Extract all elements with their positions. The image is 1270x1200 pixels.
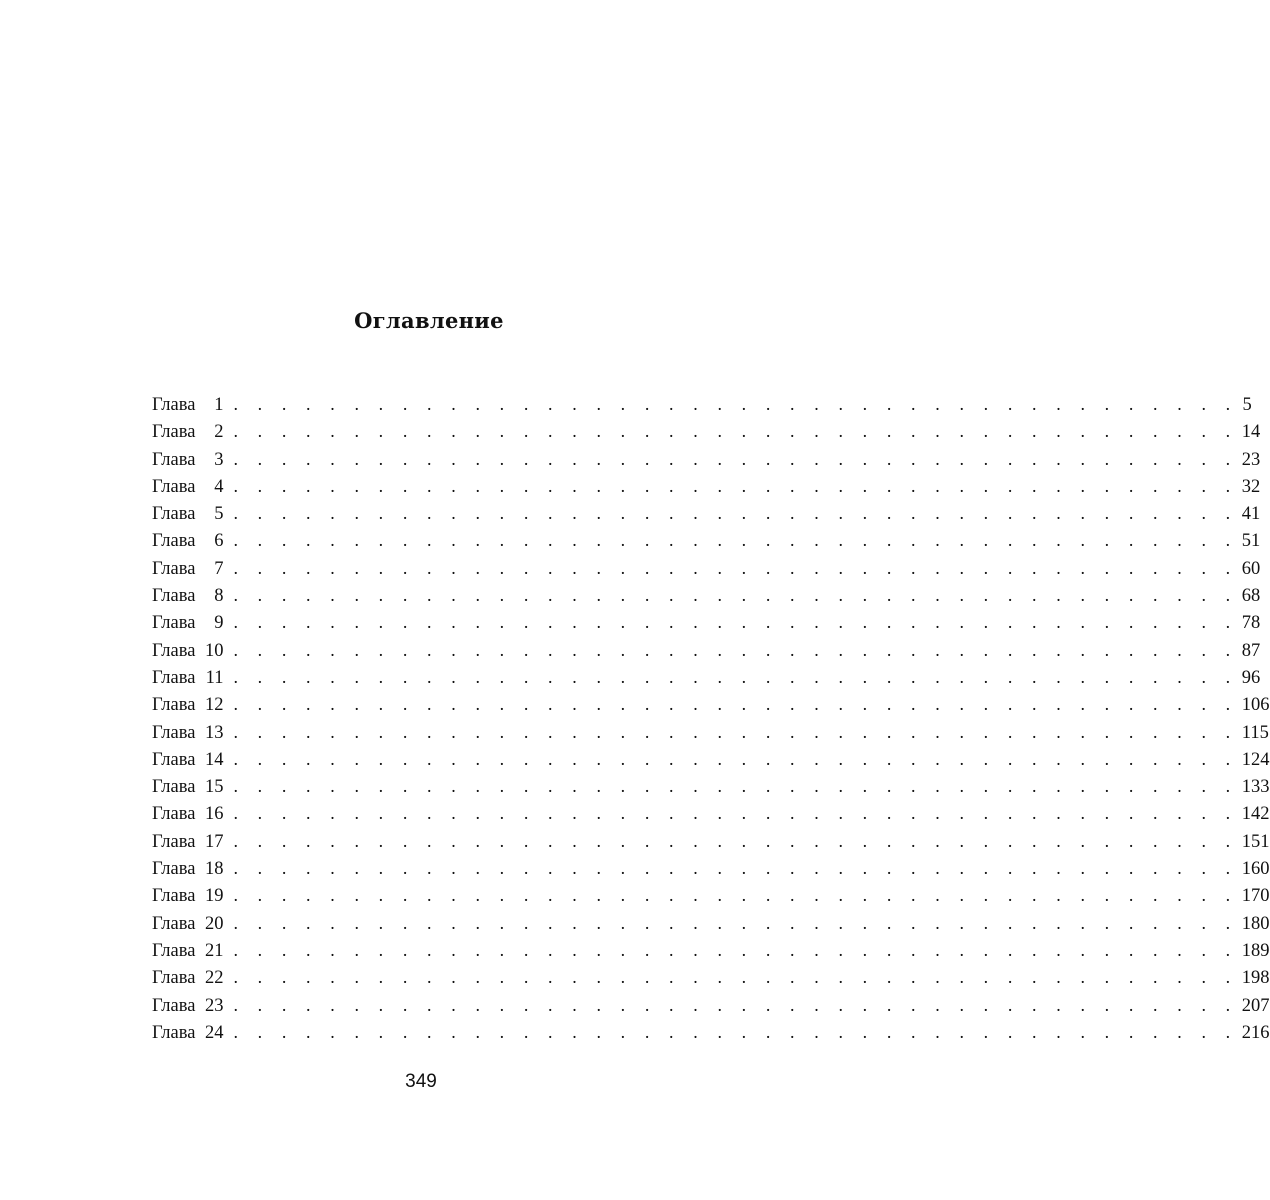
- dot-leader: . . . . . . . . . . . . . . . . . . . . . . . . . . . . . . . . . . . . . . . . . .: [233, 858, 1238, 879]
- chapter-word: Глава: [152, 449, 196, 470]
- chapter-word: Глава: [152, 940, 196, 961]
- chapter-number: 15: [204, 777, 224, 798]
- toc-entry-chapter-15[interactable]: [152, 773, 1270, 800]
- toc-entry-label: [152, 993, 223, 1020]
- toc-page-number: 189: [1241, 940, 1270, 961]
- chapter-number: 4: [214, 476, 224, 497]
- dot-leader: . . . . . . . . . . . . . . . . . . . . . . . . . . . . . . . . . . . . . . . . . .: [233, 585, 1238, 606]
- toc-entry-chapter-19[interactable]: [152, 882, 1270, 909]
- dot-leader: . . . . . . . . . . . . . . . . . . . . . . . . . . . . . . . . . . . . . . . . . .: [233, 776, 1238, 797]
- toc-page-number: 124: [1241, 749, 1270, 770]
- toc-page-number: 180: [1241, 913, 1270, 934]
- toc-entry-chapter-2[interactable]: [152, 418, 1261, 445]
- toc-entry-chapter-5[interactable]: [152, 500, 1261, 527]
- toc-page-number: 207: [1241, 995, 1270, 1016]
- chapter-word: Глава: [152, 558, 196, 579]
- toc-entry-chapter-21[interactable]: [152, 937, 1270, 964]
- chapter-word: Глава: [152, 1022, 196, 1043]
- toc-entry-chapter-14[interactable]: [152, 746, 1270, 773]
- toc-entry-label: [152, 583, 223, 610]
- chapter-word: Глава: [152, 804, 196, 825]
- toc-entry-label: [152, 692, 223, 719]
- chapter-word: Глава: [152, 476, 196, 497]
- chapter-number: 1: [214, 395, 224, 415]
- dot-leader: . . . . . . . . . . . . . . . . . . . . . . . . . . . . . . . . . . . . . . . . . .: [233, 394, 1238, 414]
- toc-page-number: 142: [1241, 804, 1270, 825]
- dot-leader: . . . . . . . . . . . . . . . . . . . . . . . . . . . . . . . . . . . . . . . . . .: [233, 530, 1238, 551]
- chapter-number: 2: [214, 422, 224, 443]
- toc-page-number: 23: [1241, 449, 1261, 470]
- toc-entry-label: [152, 392, 223, 419]
- toc-entry-label: [152, 801, 223, 828]
- dot-leader: . . . . . . . . . . . . . . . . . . . . . . . . . . . . . . . . . . . . . . . . . .: [233, 503, 1238, 524]
- chapter-number: 3: [214, 449, 224, 470]
- chapter-word: Глава: [152, 749, 196, 770]
- chapter-number: 8: [214, 586, 224, 607]
- dot-leader: . . . . . . . . . . . . . . . . . . . . . . . . . . . . . . . . . . . . . . . . . .: [233, 994, 1238, 1015]
- dot-leader: . . . . . . . . . . . . . . . . . . . . . . . . . . . . . . . . . . . . . . . . . .: [233, 639, 1238, 660]
- toc-entry-label: [152, 965, 223, 992]
- chapter-word: Глава: [152, 695, 196, 716]
- toc-entry-label: [152, 883, 223, 910]
- toc-page-number: 14: [1241, 422, 1261, 443]
- chapter-word: Глава: [152, 613, 196, 634]
- toc-entry-chapter-1[interactable]: [152, 391, 1252, 418]
- chapter-word: Глава: [152, 586, 196, 607]
- toc-page-number: 78: [1241, 613, 1261, 634]
- dot-leader: . . . . . . . . . . . . . . . . . . . . . . . . . . . . . . . . . . . . . . . . . .: [233, 748, 1238, 769]
- toc-page-number: 5: [1242, 395, 1252, 415]
- chapter-number: 23: [204, 995, 224, 1016]
- chapter-word: Глава: [152, 640, 196, 661]
- toc-page-number: 216: [1241, 1022, 1270, 1043]
- toc-entry-chapter-12[interactable]: [152, 691, 1270, 718]
- toc-entry-chapter-4[interactable]: [152, 473, 1261, 500]
- chapter-number: 22: [204, 968, 224, 989]
- dot-leader: . . . . . . . . . . . . . . . . . . . . . . . . . . . . . . . . . . . . . . . . . .: [233, 939, 1238, 960]
- toc-entry-chapter-17[interactable]: [152, 828, 1270, 855]
- toc-entry-chapter-18[interactable]: [152, 855, 1270, 882]
- toc-page-number: 106: [1241, 695, 1270, 716]
- toc-page-number: 133: [1241, 777, 1270, 798]
- dot-leader: . . . . . . . . . . . . . . . . . . . . . . . . . . . . . . . . . . . . . . . . . .: [233, 1021, 1238, 1042]
- toc-entry-label: [152, 774, 223, 801]
- chapter-word: Глава: [152, 422, 196, 443]
- toc-page-number: 51: [1241, 531, 1261, 552]
- dot-leader: . . . . . . . . . . . . . . . . . . . . . . . . . . . . . . . . . . . . . . . . . .: [233, 912, 1238, 933]
- page-title: Оглавление: [354, 308, 504, 333]
- chapter-word: Глава: [152, 504, 196, 525]
- chapter-number: 14: [204, 749, 224, 770]
- toc-entry-chapter-13[interactable]: [152, 719, 1269, 746]
- toc-page-number: 115: [1241, 722, 1269, 743]
- chapter-number: 17: [204, 831, 224, 852]
- toc-entry-chapter-10[interactable]: [152, 637, 1261, 664]
- chapter-number: 24: [204, 1022, 224, 1043]
- dot-leader: . . . . . . . . . . . . . . . . . . . . . . . . . . . . . . . . . . . . . . . . . .: [233, 885, 1238, 906]
- dot-leader: . . . . . . . . . . . . . . . . . . . . . . . . . . . . . . . . . . . . . . . . . .: [233, 803, 1238, 824]
- dot-leader: . . . . . . . . . . . . . . . . . . . . . . . . . . . . . . . . . . . . . . . . . .: [233, 967, 1238, 988]
- toc-page-number: 198: [1241, 968, 1270, 989]
- toc-entry-label: [152, 747, 223, 774]
- chapter-word: Глава: [152, 722, 196, 743]
- dot-leader: . . . . . . . . . . . . . . . . . . . . . . . . . . . . . . . . . . . . . . . . . .: [233, 475, 1238, 496]
- toc-entry-chapter-22[interactable]: [152, 964, 1270, 991]
- toc-page-number: 160: [1241, 859, 1270, 880]
- toc-page-number: 96: [1241, 667, 1261, 688]
- toc-entry-chapter-11[interactable]: [152, 664, 1261, 691]
- toc-entry-chapter-3[interactable]: [152, 446, 1261, 473]
- toc-entry-chapter-7[interactable]: [152, 555, 1261, 582]
- chapter-number: 9: [214, 613, 224, 634]
- toc-entry-chapter-16[interactable]: [152, 800, 1270, 827]
- toc-entry-label: [152, 501, 223, 528]
- table-of-contents: [152, 391, 1270, 1046]
- toc-page-number: 87: [1241, 640, 1261, 661]
- toc-entry-label: [152, 638, 223, 665]
- toc-entry-label: [152, 419, 223, 446]
- chapter-word: Глава: [152, 531, 196, 552]
- chapter-number: 11: [205, 667, 224, 688]
- dot-leader: . . . . . . . . . . . . . . . . . . . . . . . . . . . . . . . . . . . . . . . . . .: [233, 448, 1238, 469]
- toc-entry-label: [152, 1020, 223, 1047]
- chapter-word: Глава: [152, 859, 196, 880]
- page-number: 349: [405, 1071, 437, 1092]
- dot-leader: . . . . . . . . . . . . . . . . . . . . . . . . . . . . . . . . . . . . . . . . . .: [233, 421, 1238, 442]
- toc-entry-chapter-20[interactable]: [152, 910, 1270, 937]
- dot-leader: . . . . . . . . . . . . . . . . . . . . . . . . . . . . . . . . . . . . . . . . . .: [233, 666, 1238, 687]
- toc-page-number: 151: [1241, 831, 1270, 852]
- chapter-word: Глава: [152, 777, 196, 798]
- toc-entry-label: [152, 665, 223, 692]
- toc-entry-label: [152, 556, 223, 583]
- toc-entry-label: [152, 938, 223, 965]
- toc-entry-label: [152, 447, 223, 474]
- toc-entry-chapter-6[interactable]: [152, 527, 1261, 554]
- dot-leader: . . . . . . . . . . . . . . . . . . . . . . . . . . . . . . . . . . . . . . . . . .: [233, 557, 1238, 578]
- chapter-number: 7: [214, 558, 224, 579]
- toc-entry-chapter-9[interactable]: [152, 609, 1261, 636]
- toc-entry-chapter-8[interactable]: [152, 582, 1261, 609]
- toc-entry-label: [152, 829, 223, 856]
- chapter-word: Глава: [152, 968, 196, 989]
- chapter-word: Глава: [152, 913, 196, 934]
- toc-entry-label: [152, 528, 223, 555]
- chapter-word: Глава: [152, 667, 196, 688]
- toc-entry-chapter-24[interactable]: [152, 1019, 1270, 1046]
- chapter-word: Глава: [152, 886, 196, 907]
- toc-entry-label: [152, 856, 223, 883]
- chapter-number: 21: [204, 940, 224, 961]
- toc-entry-label: [152, 474, 223, 501]
- toc-page-number: 60: [1241, 558, 1261, 579]
- dot-leader: . . . . . . . . . . . . . . . . . . . . . . . . . . . . . . . . . . . . . . . . . .: [233, 830, 1238, 851]
- chapter-number: 20: [204, 913, 224, 934]
- toc-entry-label: [152, 911, 223, 938]
- dot-leader: . . . . . . . . . . . . . . . . . . . . . . . . . . . . . . . . . . . . . . . . . .: [233, 721, 1238, 742]
- toc-page-number: 170: [1241, 886, 1270, 907]
- chapter-number: 10: [204, 640, 224, 661]
- toc-page-number: 68: [1241, 586, 1261, 607]
- dot-leader: . . . . . . . . . . . . . . . . . . . . . . . . . . . . . . . . . . . . . . . . . .: [233, 694, 1238, 715]
- chapter-word: Глава: [152, 831, 196, 852]
- chapter-number: 18: [204, 859, 224, 880]
- chapter-number: 12: [204, 695, 224, 716]
- toc-entry-label: [152, 610, 223, 637]
- chapter-word: Глава: [152, 995, 196, 1016]
- toc-entry-chapter-23[interactable]: [152, 992, 1270, 1019]
- chapter-number: 5: [214, 504, 224, 525]
- chapter-number: 6: [214, 531, 224, 552]
- chapter-number: 19: [204, 886, 224, 907]
- dot-leader: . . . . . . . . . . . . . . . . . . . . . . . . . . . . . . . . . . . . . . . . . .: [233, 612, 1238, 633]
- toc-entry-label: [152, 720, 223, 747]
- toc-page-number: 32: [1241, 476, 1261, 497]
- chapter-number: 16: [204, 804, 224, 825]
- chapter-number: 13: [204, 722, 224, 743]
- chapter-word: Глава: [152, 395, 196, 415]
- toc-page-number: 41: [1241, 504, 1261, 525]
